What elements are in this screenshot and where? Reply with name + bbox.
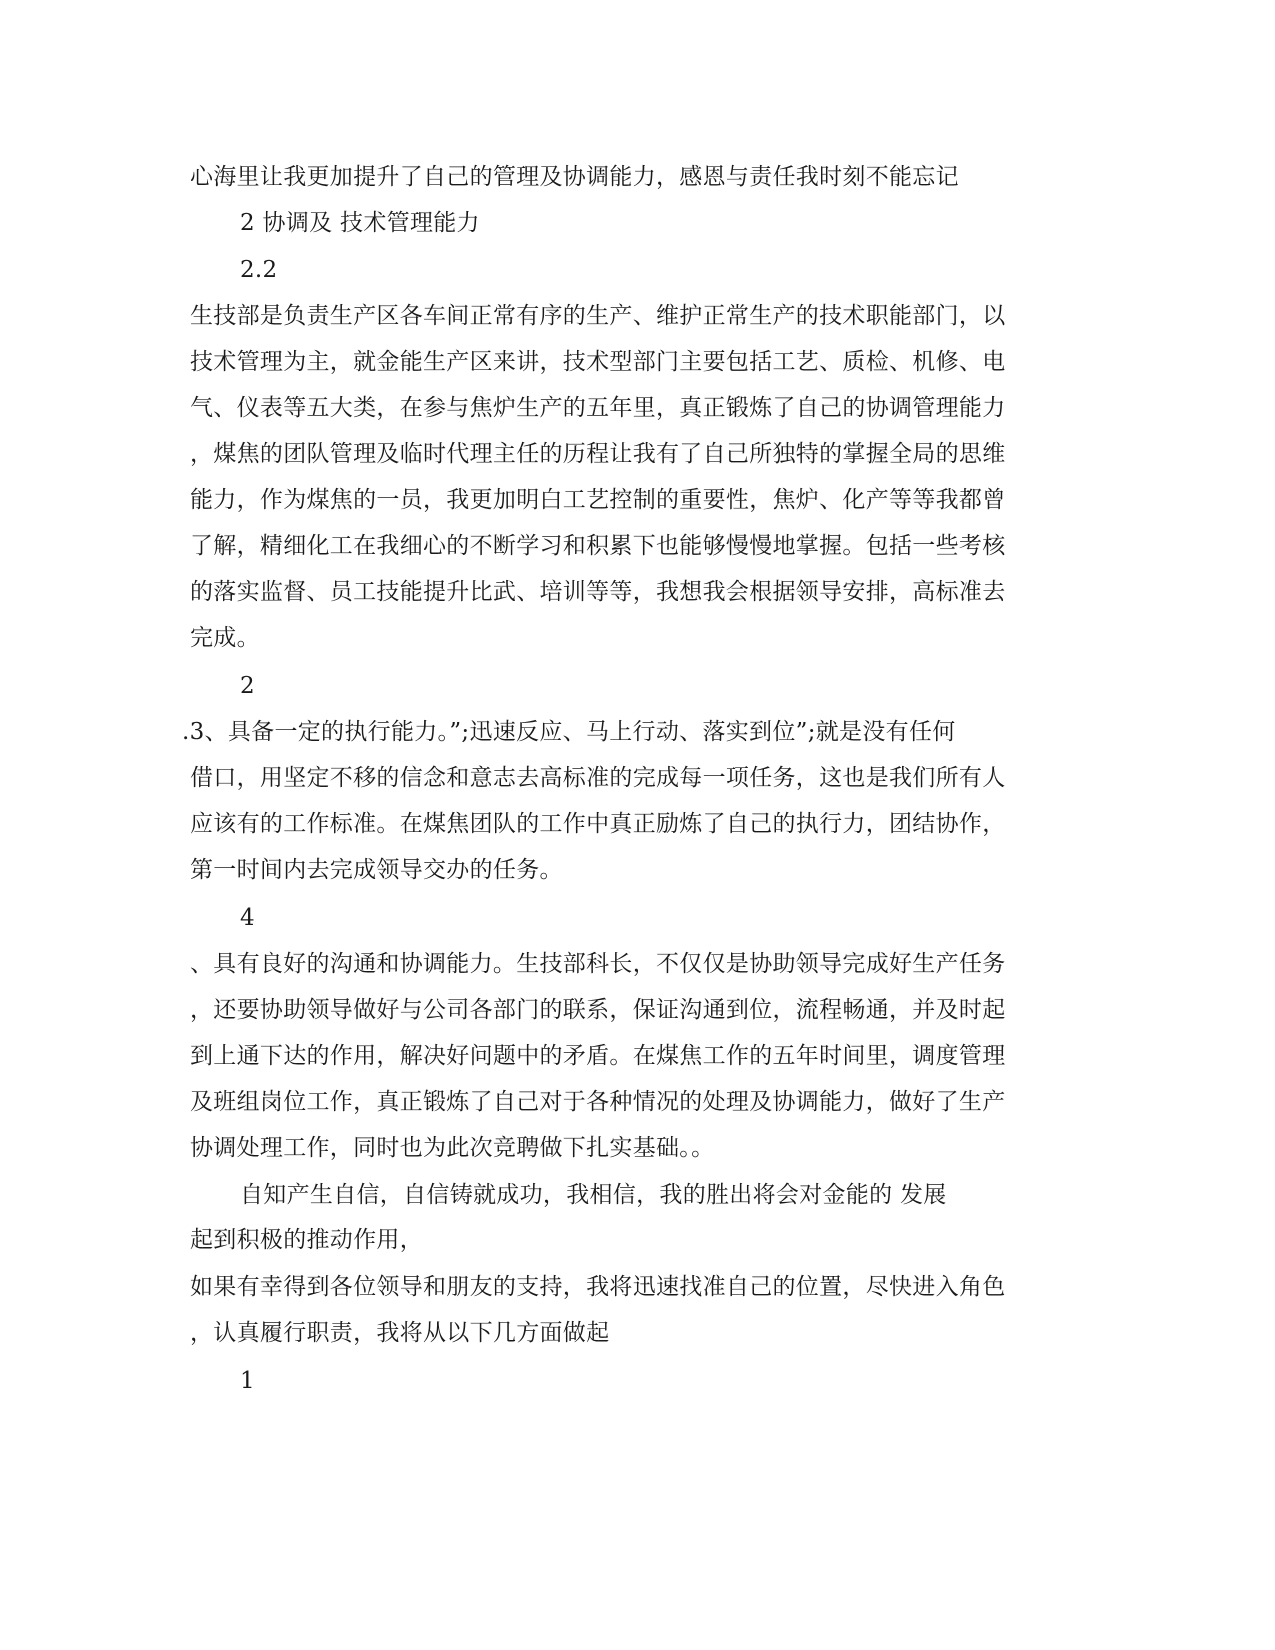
text-line: 、具有良好的沟通和协调能力。生技部科长，不仅仅是协助领导完成好生产任务	[190, 951, 1006, 977]
text-line: 及班组岗位工作，真正锻炼了自己对于各种情况的处理及协调能力，做好了生产	[190, 1089, 1006, 1115]
text-line: 能力，作为煤焦的一员，我更加明白工艺控制的重要性，焦炉、化产等等我都曾	[190, 487, 1006, 513]
section-number: 2.2	[240, 257, 278, 283]
text-line: 如果有幸得到各位领导和朋友的支持，我将迅速找准自己的位置，尽快进入角色	[190, 1274, 1006, 1300]
text-line: 协调处理工作，同时也为此次竞聘做下扎实基础。。	[190, 1135, 715, 1161]
text-line: .3、具备一定的执行能力。”;迅速反应、马上行动、落实到位”;就是没有任何	[182, 719, 956, 745]
text-line: 完成。	[190, 625, 260, 651]
text-line: 应该有的工作标准。在煤焦团队的工作中真正励炼了自己的执行力，团结协作，	[190, 811, 1006, 837]
text-line: 第一时间内去完成领导交办的任务。	[190, 857, 563, 883]
section-heading: 2 协调及 技术管理能力	[240, 210, 480, 236]
text-line: ，还要协助领导做好与公司各部门的联系，保证沟通到位，流程畅通，并及时起	[190, 997, 1006, 1023]
text-line: 的落实监督、员工技能提升比武、培训等等，我想我会根据领导安排，高标准去	[190, 579, 1006, 605]
text-line: ，认真履行职责，我将从以下几方面做起	[190, 1320, 610, 1346]
section-number: 2	[240, 673, 255, 699]
text-line: 自知产生自信，自信铸就成功，我相信，我的胜出将会对金能的 发展	[240, 1182, 947, 1208]
text-line: 生技部是负责生产区各车间正常有序的生产、维护正常生产的技术职能部门，以	[190, 303, 1006, 329]
section-number: 4	[240, 905, 255, 931]
text-line: 技术管理为主，就金能生产区来讲，技术型部门主要包括工艺、质检、机修、电	[190, 349, 1006, 375]
text-line: 借口，用坚定不移的信念和意志去高标准的完成每一项任务，这也是我们所有人	[190, 765, 1006, 791]
text-line: ，煤焦的团队管理及临时代理主任的历程让我有了自己所独特的掌握全局的思维	[190, 441, 1006, 467]
text-line: 气、仪表等五大类，在参与焦炉生产的五年里，真正锻炼了自己的协调管理能力	[190, 395, 1006, 421]
text-line: 到上通下达的作用，解决好问题中的矛盾。在煤焦工作的五年时间里，调度管理	[190, 1043, 1006, 1069]
text-line: 起到积极的推动作用，	[190, 1227, 423, 1253]
section-number: 1	[240, 1368, 255, 1394]
text-line: 心海里让我更加提升了自己的管理及协调能力，感恩与责任我时刻不能忘记	[190, 164, 959, 190]
text-line: 了解，精细化工在我细心的不断学习和积累下也能够慢慢地掌握。包括一些考核	[190, 533, 1006, 559]
